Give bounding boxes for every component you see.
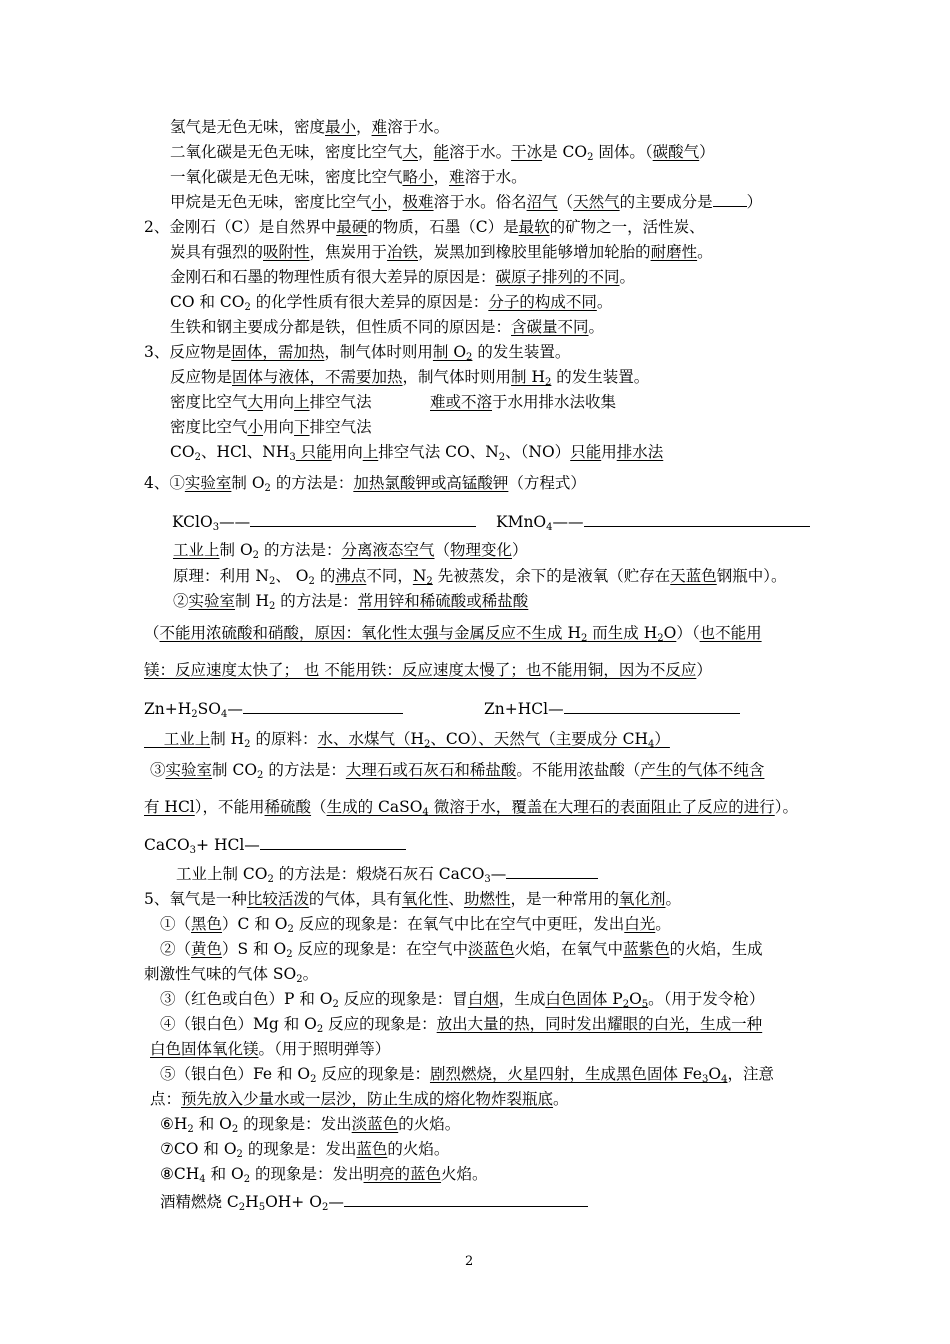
section5-line9: 点：预先放入少量水或一层沙，防止生成的熔化物炸裂瓶底。	[150, 1090, 569, 1108]
equation-blank	[506, 864, 598, 879]
section3-line5: $CO_2$、HCl、$NH_3$ 只能用向上排空气法 CO、$N_2$、（NO）只能用排水法	[170, 443, 664, 463]
equation-kclo3: KClO$_3$——	[172, 512, 476, 538]
methane-line: 甲烷是无色无味，密度比空气小，极难溶于水。俗名沼气（天然气的主要成分是 ）	[170, 193, 763, 211]
equation-kmno4: KMnO$_4$——	[496, 512, 810, 538]
section3-line3: 密度比空气大用向上排空气法	[170, 393, 372, 411]
hydrogen-line: 氢气是无色无味，密度最小，难溶于水。	[170, 118, 450, 136]
section4-line8: ③实验室制 $CO_2$ 的方法是：大理石或石灰石和稀盐酸。不能用浓盐酸（产生的气体不纯含	[150, 761, 765, 781]
section3-line1: 3、反应物是固体，需加热，制气体时则用制 $O_2$ 的发生装置。	[144, 343, 571, 363]
section4-line10: 工业上制 $CO_2$ 的方法是：煅烧石灰石 CaCO$_3$—	[176, 864, 598, 890]
co2-line: 二氧化碳是无色无味，密度比空气大，能溶于水。干冰是 $CO_2$ 固体。（碳酸气）	[170, 143, 715, 163]
section5-line12: $⑧CH_4$ 和 $O_2$ 的现象是：发出明亮的蓝色火焰。	[160, 1165, 488, 1185]
answer-blank	[713, 192, 747, 207]
section5-line13: 酒精燃烧 $C_2H_5OH+$ $O_2—$	[160, 1192, 588, 1218]
section4-line1: 4、①实验室制 $O_2$ 的方法是：加热氯酸钾或高锰酸钾（方程式）	[144, 474, 586, 494]
section2-line4: CO 和 $CO_2$ 的化学性质有很大差异的原因是：分子的构成不同。	[170, 293, 613, 313]
section3-line4: 密度比空气小用向下排空气法	[170, 418, 372, 436]
section5-line10: $⑥H_2$ 和 $O_2$ 的现象是：发出淡蓝色的火焰。	[160, 1115, 461, 1135]
section4-line5: （不能用浓硫酸和硝酸，原因：氧化性太强与金属反应不生成 $H_2$ 而生成 $H_2O$）（也不能用	[144, 624, 762, 644]
section4-line9: 有 HCl），不能用稀硫酸（生成的 CaSO$_4$ 微溶于水，覆盖在大理石的表面阻止了反应的进行）。	[144, 798, 798, 818]
section5-line11: ⑦CO 和 $O_2$ 的现象是：发出蓝色的火焰。	[160, 1140, 450, 1160]
equation-blank	[243, 699, 403, 714]
section5-line3: ②（黄色）S 和 $O_2$ 反应的现象是：在空气中淡蓝色火焰，在氧气中蓝紫色的火焰，生成	[160, 940, 763, 960]
section2-line3: 金刚石和石墨的物理性质有很大差异的原因是：碳原子排列的不同。	[170, 268, 636, 286]
equation-zn-hcl: Zn+HCl—	[484, 699, 740, 719]
section3-line3-right: 难或不溶于水用排水法收集	[430, 393, 617, 411]
section4-line4: ②实验室制 $H_2$ 的方法是：常用锌和稀硫酸或稀盐酸	[173, 592, 529, 612]
section5-line4: 刺激性气味的气体 $SO_2$。	[144, 965, 319, 985]
section4-line7: 工业上制 $H_2$ 的原料：水、水煤气（$H_2$、CO）、天然气（主要成分 $CH_4$）	[144, 730, 670, 750]
section4-line3: 原理：利用 $N_2$、 $O_2$ 的沸点不同，$N_2$ 先被蒸发，余下的是液氧（贮存在天蓝色钢瓶中）。	[173, 567, 787, 587]
section2-line5: 生铁和钢主要成分都是铁，但性质不同的原因是：含碳量不同。	[170, 318, 605, 336]
section5-line6: ④（银白色）Mg 和 $O_2$ 反应的现象是：放出大量的热，同时发出耀眼的白光，生成一种	[160, 1015, 763, 1035]
equation-zn-h2so4: $Zn+H_2SO_4—$	[144, 699, 403, 725]
section5-line8: ⑤（银白色）Fe 和 $O_2$ 反应的现象是：剧烈燃烧，火星四射，生成黑色固体 $Fe_3O_4$，注意	[160, 1065, 774, 1085]
section5-line2: ①（黑色）C 和 $O_2$ 反应的现象是：在氧气中比在空气中更旺，发出白光。	[160, 915, 671, 935]
section2-line2: 炭具有强烈的吸附性，焦炭用于冶铁，炭黑加到橡胶里能够增加轮胎的耐磨性。	[170, 243, 713, 261]
equation-blank	[250, 512, 476, 527]
equation-blank	[564, 699, 740, 714]
section4-line2: 工业上制 $O_2$ 的方法是：分离液态空气（物理变化）	[173, 541, 528, 561]
section5-line5: ③（红色或白色）P 和 $O_2$ 反应的现象是：冒白烟，生成白色固体 $P_2O_5$。（用于发令枪）	[160, 990, 765, 1010]
section5-line1: 5、氧气是一种比较活泼的气体，具有氧化性、助燃性，是一种常用的氧化剂。	[144, 890, 681, 908]
page-number: 2	[465, 1254, 474, 1269]
section3-line2: 反应物是固体与液体，不需要加热，制气体时则用制 $H_2$ 的发生装置。	[170, 368, 650, 388]
equation-blank	[260, 835, 406, 850]
equation-caco3-hcl: CaCO$_3$+ HCl—	[144, 835, 406, 861]
equation-blank	[344, 1192, 588, 1207]
section2-line1: 2、金刚石（C）是自然界中最硬的物质，石墨（C）是最软的矿物之一，活性炭、	[144, 218, 705, 236]
co-line: 一氧化碳是无色无味，密度比空气略小，难溶于水。	[170, 168, 527, 186]
section5-line7: 白色固体氧化镁。（用于照明弹等）	[150, 1040, 391, 1058]
equation-blank	[584, 512, 810, 527]
section4-line6: 镁：反应速度太快了； 也 不能用铁：反应速度太慢了；也不能用铜，因为不反应）	[144, 661, 712, 679]
